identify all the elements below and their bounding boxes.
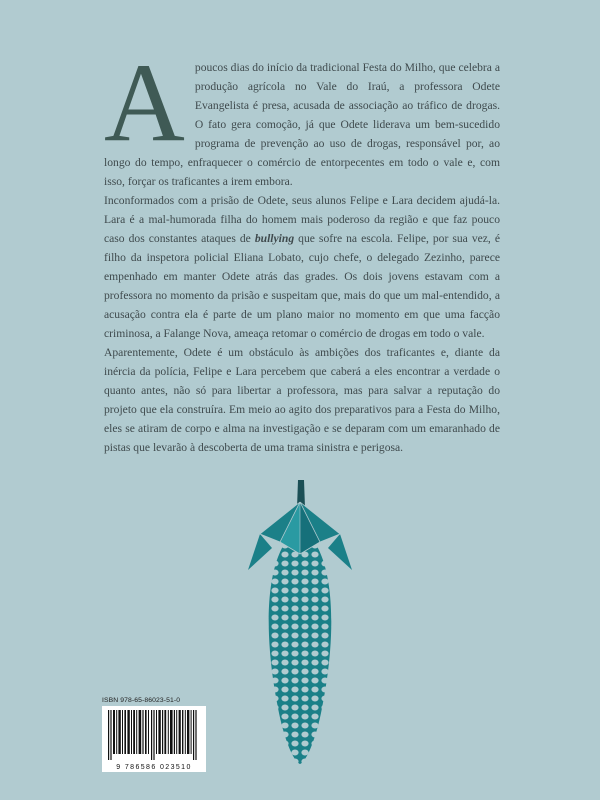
emphasis-word: bullying: [254, 232, 295, 245]
paragraph-2-text-start: Inconformados com a prisão de Odete, seus alunos Felipe e Lara decidem ajudá-la. Lara é a mal-humorada filha do homem mais poderoso da região e que faz pouco caso dos constantes ataques de: [104, 194, 500, 245]
synopsis: [104, 41, 500, 457]
paragraph-2-text-end: que sofre na escola. Felipe, por sua vez, é filho da inspetora policial Eliana Lobato, cujo chefe, o delegado Zezinho, parece empenhado em manter Odete atrás das grades. Os dois jovens estavam com a professora no momento da prisão e suspeitam que, mais do que um mal-entendido, a acusação contra ela é parte de um plano maior no momento em que uma facção criminosa, a Falange Nova, ameaça retomar o comércio de drogas em todo o vale.: [104, 232, 500, 340]
barcode-digits: 9 786586 023510: [116, 764, 192, 771]
drop-cap: A: [104, 41, 185, 165]
corn-icon: [240, 478, 360, 768]
barcode: [102, 706, 206, 772]
paragraph-3-text: Aparentemente, Odete é um obstáculo às ambições dos traficantes e, diante da inércia da polícia, Felipe e Lara percebem que caberá a eles encontrar a verdade o quanto antes, não só para libertar a professora, mas para salvar a reputação do projeto que ela construíra. Em meio ao agito dos preparativos para a Festa do Milho, eles se atiram de corpo e alma na investigação e se deparam com um emaranhado de pistas que levarão à descoberta de uma trama sinistra e perigosa.: [104, 346, 500, 454]
paragraph-1-text: poucos dias do início da tradicional Festa do Milho, que celebra a produção agrícola no Vale do Iraú, a professora Odete Evangelista é presa, acusada de associação ao tráfico de drogas. O fato gera comoção, já que Odete liderava um bem-sucedido programa de prevenção ao uso de drogas, responsável por, ao longo do tempo, enfraquecer o comércio de entorpecentes em todo o vale e, com isso, forçar os traficantes a irem embora.: [104, 61, 500, 188]
corn-illustration: [240, 478, 360, 773]
synopsis-paragraph-1: [104, 41, 500, 191]
isbn-label: ISBN 978-65-86023-51-0: [102, 697, 181, 704]
synopsis-paragraph-3: [104, 343, 500, 457]
synopsis-paragraph-2: [104, 191, 500, 343]
isbn-block: [102, 697, 206, 772]
barcode-icon: [102, 706, 206, 762]
